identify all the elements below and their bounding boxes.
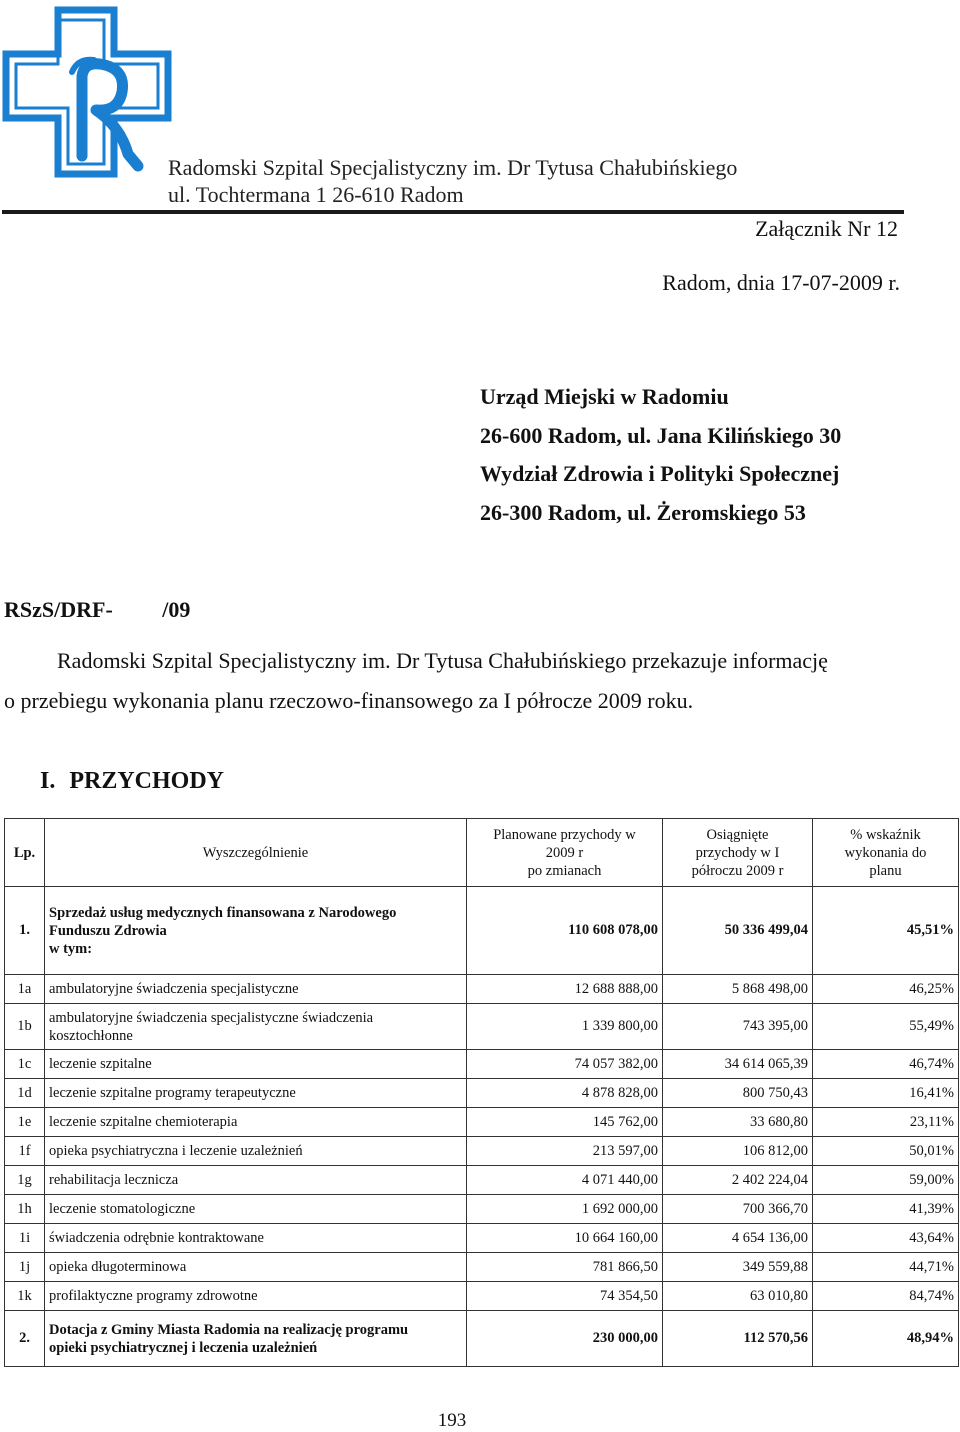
header-line: wykonania do: [844, 844, 927, 861]
row-percent: 23,11%: [813, 1108, 959, 1137]
header-line: po zmianach: [527, 862, 602, 879]
table-row: [5, 1253, 959, 1282]
header-line: Planowane przychody w: [493, 826, 636, 843]
reference-text: RSzS/DRF- /09: [4, 597, 191, 622]
description-line: leczenie szpitalne chemioterapia: [49, 1114, 238, 1130]
row-percent: 43,64%: [813, 1224, 959, 1253]
description-line: opieka długoterminowa: [49, 1259, 187, 1275]
row-percent: 41,39%: [813, 1195, 959, 1224]
revenue-table: [4, 818, 959, 1367]
header-percent: [813, 819, 959, 887]
row-description: [45, 1282, 467, 1311]
row-description: [45, 1166, 467, 1195]
row-achieved: 33 680,80: [663, 1108, 813, 1137]
header-line: planu: [869, 862, 902, 879]
row-achieved: 5 868 498,00: [663, 975, 813, 1004]
row-percent: 55,49%: [813, 1004, 959, 1050]
row-lp: 1k: [5, 1282, 45, 1311]
header-line: półroczu 2009 r: [691, 862, 784, 879]
recipient-line: 26-600 Radom, ul. Jana Kilińskiego 30: [480, 422, 842, 448]
description-line: w tym:: [49, 940, 93, 957]
row-percent: 44,71%: [813, 1253, 959, 1282]
table-row: [5, 1311, 959, 1367]
description-line: kosztochłonne: [49, 1027, 133, 1044]
header-line: % wskaźnik: [850, 826, 921, 843]
header-line: Osiągnięte: [706, 826, 769, 843]
recipient-line: Wydział Zdrowia i Polityki Społecznej: [480, 461, 840, 486]
row-planned: 4 878 828,00: [467, 1079, 663, 1108]
row-planned: 110 608 078,00: [467, 887, 663, 975]
intro-line: Radomski Szpital Specjalistyczny im. Dr Tytusa Chałubińskiego przekazuje informację: [57, 648, 828, 673]
row-planned: 1 339 800,00: [467, 1004, 663, 1050]
row-achieved: 349 559,88: [663, 1253, 813, 1282]
row-description: [45, 1004, 467, 1050]
row-planned: 781 866,50: [467, 1253, 663, 1282]
row-lp: 1e: [5, 1108, 45, 1137]
header-planned: [467, 819, 663, 887]
row-lp: 1f: [5, 1137, 45, 1166]
table-row: [5, 1195, 959, 1224]
table-row: [5, 1224, 959, 1253]
section-heading: [40, 768, 224, 795]
row-description: [45, 887, 467, 975]
table-row: [5, 1137, 959, 1166]
row-percent: 50,01%: [813, 1137, 959, 1166]
row-description: [45, 1253, 467, 1282]
table-row: [5, 1282, 959, 1311]
row-lp: 1.: [5, 887, 45, 975]
recipient-address: [480, 378, 841, 532]
row-planned: 230 000,00: [467, 1311, 663, 1367]
row-lp: 1h: [5, 1195, 45, 1224]
row-percent: 16,41%: [813, 1079, 959, 1108]
table-row: [5, 887, 959, 975]
header-lp: Lp.: [5, 819, 45, 887]
row-planned: 74 057 382,00: [467, 1050, 663, 1079]
row-percent: 48,94%: [813, 1311, 959, 1367]
description-line: leczenie szpitalne programy terapeutyczne: [49, 1085, 296, 1101]
intro-line: o przebiegu wykonania planu rzeczowo-finansowego za I półrocze 2009 roku.: [4, 688, 694, 713]
row-percent: 84,74%: [813, 1282, 959, 1311]
row-lp: 1j: [5, 1253, 45, 1282]
header-line: 2009 r: [545, 844, 584, 861]
header-line: przychody w I: [695, 844, 780, 861]
hospital-address: ul. Tochtermana 1 26-610 Radom: [168, 182, 464, 207]
row-percent: 46,25%: [813, 975, 959, 1004]
row-lp: 1a: [5, 975, 45, 1004]
description-line: rehabilitacja lecznicza: [49, 1172, 179, 1188]
header-description: Wyszczególnienie: [45, 819, 467, 887]
header-achieved: [663, 819, 813, 887]
row-planned: 1 692 000,00: [467, 1195, 663, 1224]
row-percent: 46,74%: [813, 1050, 959, 1079]
table-row: [5, 1050, 959, 1079]
row-description: [45, 975, 467, 1004]
row-percent: 59,00%: [813, 1166, 959, 1195]
description-line: leczenie szpitalne: [49, 1056, 152, 1072]
row-description: [45, 1108, 467, 1137]
row-achieved: 800 750,43: [663, 1079, 813, 1108]
document-date: Radom, dnia 17-07-2009 r.: [662, 270, 900, 295]
row-lp: 1g: [5, 1166, 45, 1195]
description-line: świadczenia odrębnie kontraktowane: [49, 1230, 264, 1246]
description-line: Sprzedaż usług medycznych finansowana z Narodowego: [49, 904, 397, 921]
row-description: [45, 1195, 467, 1224]
row-description: [45, 1311, 467, 1367]
description-line: ambulatoryjne świadczenia specjalistyczne: [49, 981, 299, 997]
row-lp: 2.: [5, 1311, 45, 1367]
row-achieved: 4 654 136,00: [663, 1224, 813, 1253]
page-number: 193: [437, 1410, 467, 1431]
row-planned: 12 688 888,00: [467, 975, 663, 1004]
row-description: [45, 1050, 467, 1079]
description-line: Funduszu Zdrowia: [49, 922, 167, 939]
row-description: [45, 1137, 467, 1166]
description-line: leczenie stomatologiczne: [49, 1201, 196, 1217]
recipient-line: Urząd Miejski w Radomiu: [480, 384, 729, 409]
description-line: opieki psychiatrycznej i leczenia uzależnień: [49, 1339, 318, 1356]
row-percent: 45,51%: [813, 887, 959, 975]
row-achieved: 50 336 499,04: [663, 887, 813, 975]
row-achieved: 743 395,00: [663, 1004, 813, 1050]
row-description: [45, 1079, 467, 1108]
section-number: I.: [40, 768, 56, 794]
table-header-row: [5, 819, 959, 887]
table-row: [5, 1079, 959, 1108]
table-row: [5, 1004, 959, 1050]
header-divider: [2, 210, 904, 214]
annex-number: Załącznik Nr 12: [755, 216, 898, 241]
reference-number: [4, 597, 190, 623]
section-title: PRZYCHODY: [69, 768, 225, 794]
row-planned: 213 597,00: [467, 1137, 663, 1166]
description-line: profilaktyczne programy zdrowotne: [49, 1288, 258, 1304]
row-lp: 1c: [5, 1050, 45, 1079]
row-achieved: 700 366,70: [663, 1195, 813, 1224]
row-planned: 145 762,00: [467, 1108, 663, 1137]
row-achieved: 106 812,00: [663, 1137, 813, 1166]
description-line: ambulatoryjne świadczenia specjalistyczne świadczenia: [49, 1009, 374, 1026]
row-lp: 1i: [5, 1224, 45, 1253]
hospital-logo: [2, 6, 172, 178]
recipient-line: 26-300 Radom, ul. Żeromskiego 53: [480, 499, 806, 525]
row-description: [45, 1224, 467, 1253]
description-line: Dotacja z Gminy Miasta Radomia na realizację programu: [49, 1321, 409, 1338]
row-lp: 1b: [5, 1004, 45, 1050]
row-achieved: 2 402 224,04: [663, 1166, 813, 1195]
hospital-name: Radomski Szpital Specjalistyczny im. Dr Tytusa Chałubińskiego: [168, 155, 738, 180]
row-achieved: 34 614 065,39: [663, 1050, 813, 1079]
table-row: [5, 975, 959, 1004]
table-row: [5, 1166, 959, 1195]
row-planned: 4 071 440,00: [467, 1166, 663, 1195]
row-lp: 1d: [5, 1079, 45, 1108]
row-achieved: 63 010,80: [663, 1282, 813, 1311]
description-line: opieka psychiatryczna i leczenie uzależnień: [49, 1143, 303, 1159]
row-achieved: 112 570,56: [663, 1311, 813, 1367]
row-planned: 10 664 160,00: [467, 1224, 663, 1253]
row-planned: 74 354,50: [467, 1282, 663, 1311]
table-row: [5, 1108, 959, 1137]
